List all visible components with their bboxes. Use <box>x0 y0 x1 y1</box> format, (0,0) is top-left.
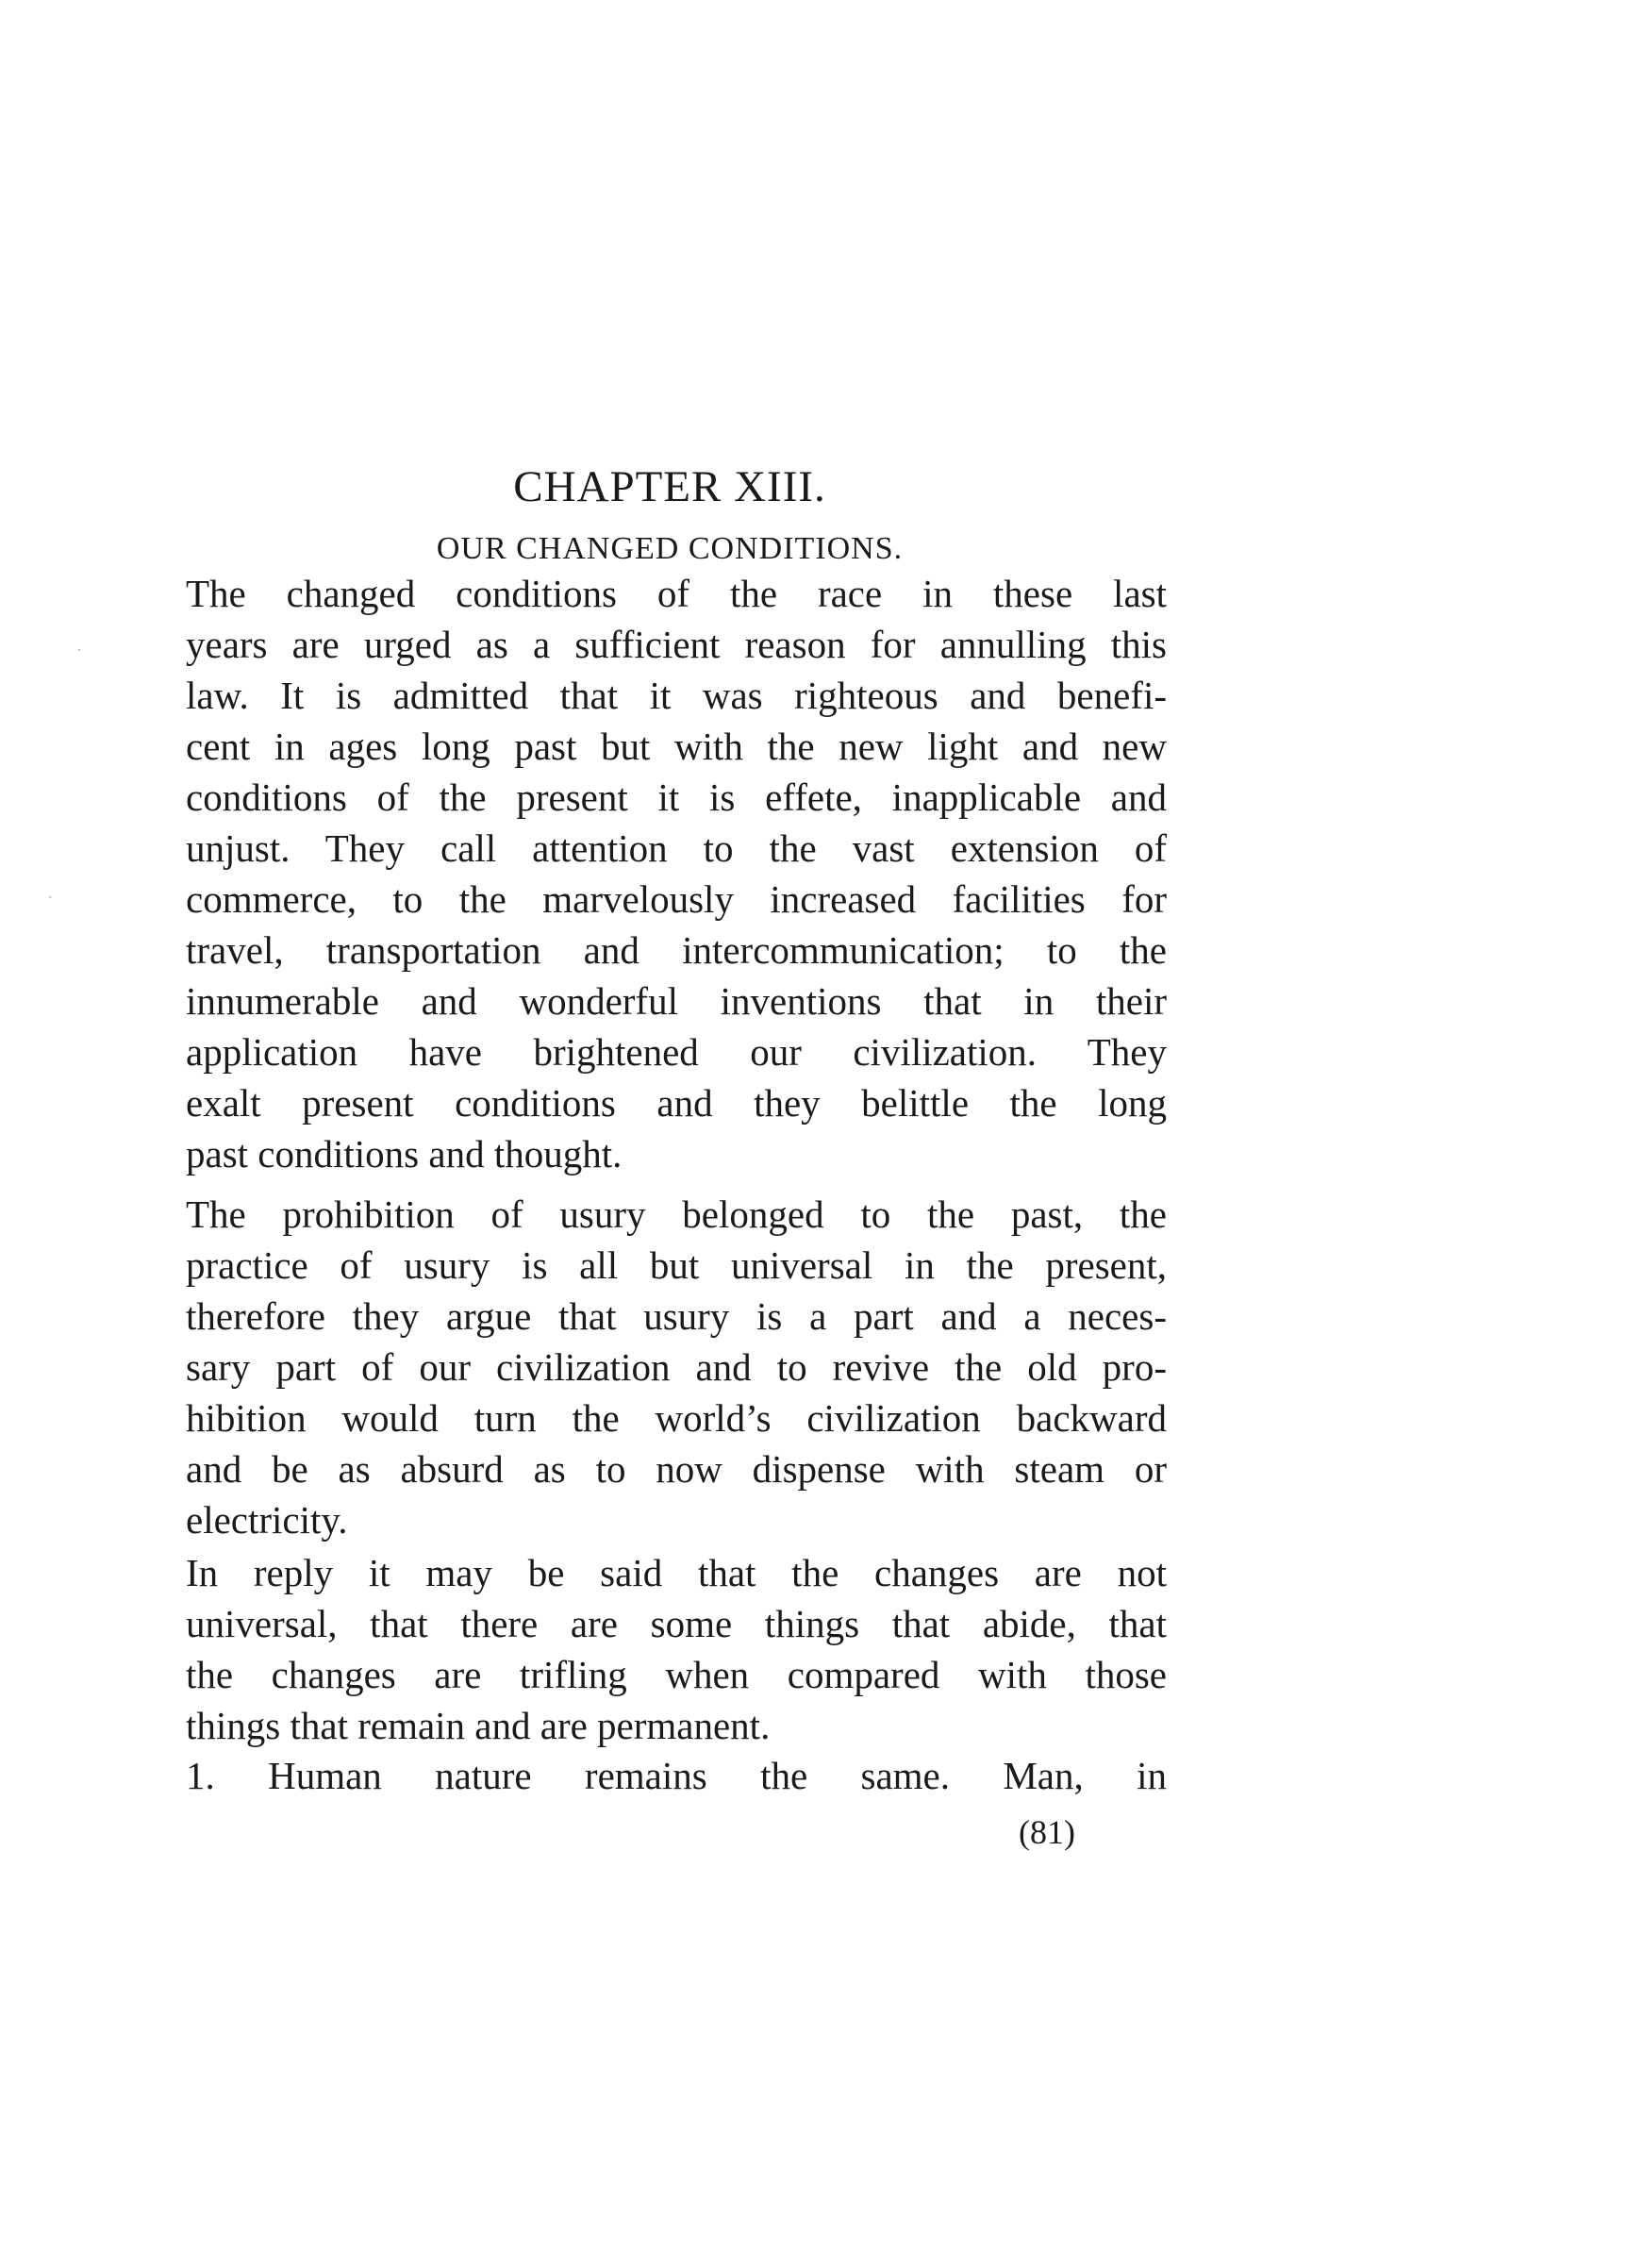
paragraph-2 <box>186 1189 1167 1545</box>
text-line: In reply it may be said that the changes are not <box>186 1551 1167 1594</box>
paragraph-1 <box>186 568 1167 1179</box>
chapter-subtitle: OUR CHANGED CONDITIONS. <box>436 531 904 566</box>
text-line: past conditions and thought. <box>186 1132 623 1176</box>
text-line: travel, transportation and intercommunication; to the <box>186 928 1167 972</box>
text-line: unjust. They call attention to the vast extension of <box>186 826 1167 870</box>
text-line: practice of usury is all but universal in the present, <box>186 1243 1167 1287</box>
text-line: application have brightened our civilization. They <box>186 1030 1167 1074</box>
text-line: and be as absurd as to now dispense with steam or <box>186 1447 1167 1491</box>
text-line: the changes are trifling when compared with those <box>186 1653 1167 1696</box>
paragraph-4 <box>186 1750 1167 1801</box>
text-line: electricity. <box>186 1498 348 1542</box>
text-line: therefore they argue that usury is a part and a neces- <box>186 1294 1167 1338</box>
text-line: The changed conditions of the race in these last <box>186 572 1167 615</box>
text-line: cent in ages long past but with the new light and new <box>186 725 1167 768</box>
text-line: exalt present conditions and they belittle the long <box>186 1081 1167 1125</box>
scan-speck <box>78 649 80 651</box>
text-line: commerce, to the marvelously increased facilities for <box>186 877 1167 921</box>
text-line: The prohibition of usury belonged to the past, the <box>186 1192 1167 1236</box>
text-line: conditions of the present it is effete, inapplicable and <box>186 775 1167 819</box>
text-line: law. It is admitted that it was righteous and benefi- <box>186 674 1167 717</box>
text-line: years are urged as a sufficient reason for annulling this <box>186 623 1167 666</box>
chapter-title: CHAPTER XIII. <box>513 462 826 511</box>
page-number: (81) <box>1019 1813 1075 1851</box>
text-line: sary part of our civilization and to revive the old pro- <box>186 1345 1167 1389</box>
text-line: universal, that there are some things that abide, that <box>186 1602 1167 1645</box>
text-line: hibition would turn the world’s civilization backward <box>186 1396 1167 1440</box>
text-line: innumerable and wonderful inventions that in their <box>186 979 1167 1023</box>
text-line: things that remain and are permanent. <box>186 1704 771 1747</box>
paragraph-3 <box>186 1547 1167 1751</box>
scan-speck <box>49 896 51 898</box>
text-line: 1. Human nature remains the same. Man, in <box>186 1754 1167 1797</box>
